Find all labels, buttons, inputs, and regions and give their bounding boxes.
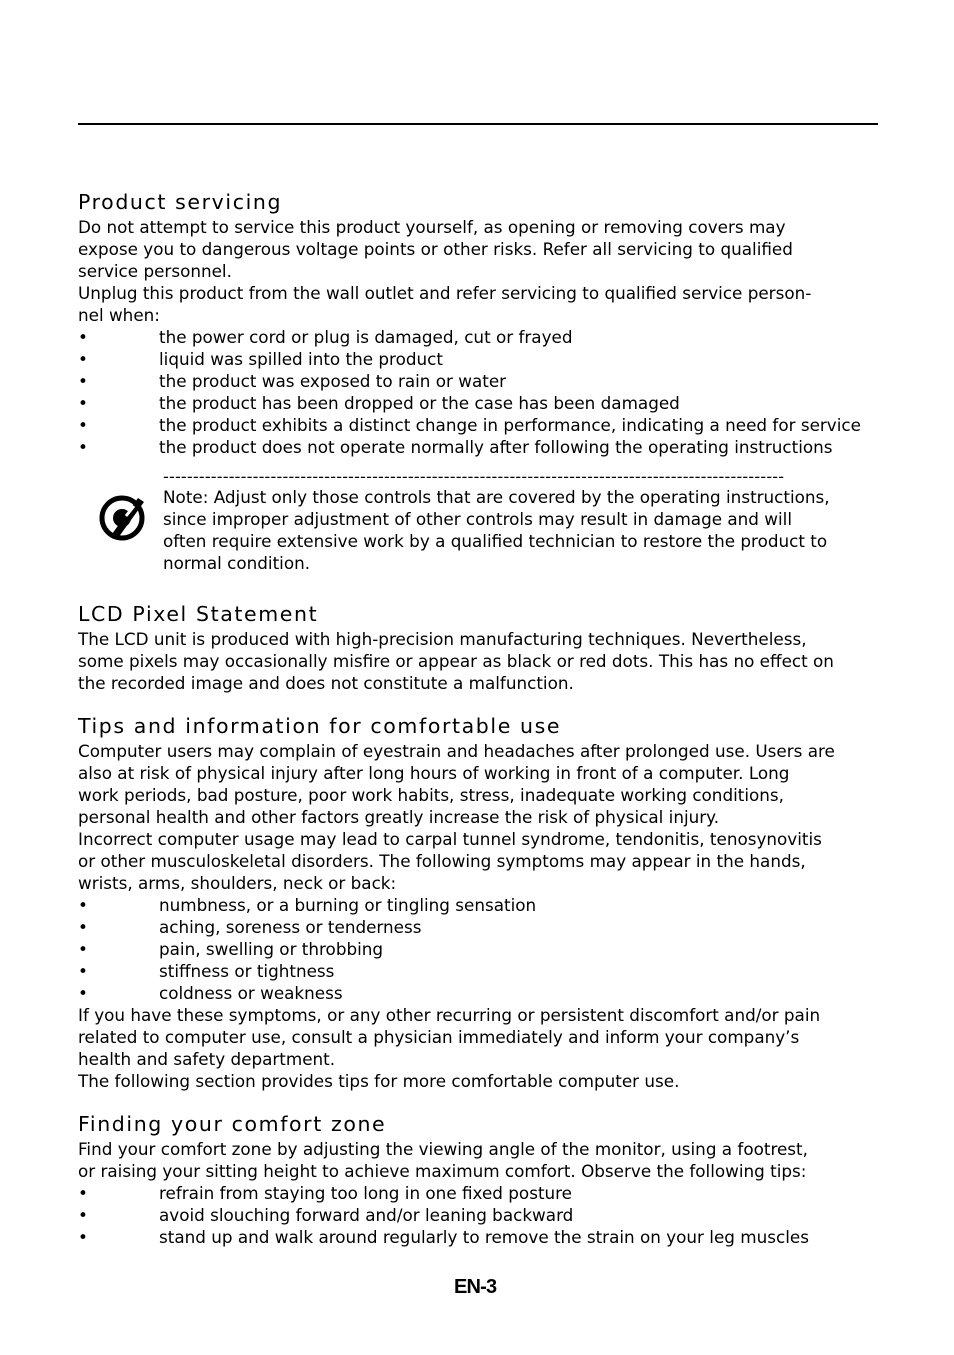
bullet-list-servicing: [78, 326, 878, 458]
note-text: Note: Adjust only those controls that are covered by the operating instructions, since improper adjustment of other controls may result in damage and will often require extensive work by a qualified technician to restore the product to normal condition.: [163, 487, 830, 573]
list-item: [78, 938, 878, 960]
bullet-symbol: •: [78, 415, 88, 435]
bullet-symbol: •: [78, 961, 88, 981]
bullet-symbol: •: [78, 895, 88, 915]
list-item-text: coldness or weakness: [159, 983, 343, 1003]
header-rule: [78, 123, 878, 125]
bullet-symbol: •: [78, 327, 88, 347]
list-item-text: stand up and walk around regularly to remove the strain on your leg muscles: [159, 1227, 809, 1247]
list-item-text: the product exhibits a distinct change in performance, indicating a need for service: [159, 415, 861, 435]
list-item: [78, 982, 878, 1004]
heading-tips: Tips and information for comfortable use: [78, 714, 562, 738]
list-item: [78, 960, 878, 982]
list-item: [78, 392, 878, 414]
paragraph-tips-4: The following section provides tips for more comfortable computer use.: [78, 1071, 680, 1091]
note-separator: --------------------------------------------------------------------------------------------------------: [163, 468, 785, 486]
list-item: [78, 1204, 878, 1226]
list-item-text: the product has been dropped or the case has been damaged: [159, 393, 680, 413]
bullet-symbol: •: [78, 983, 88, 1003]
list-item: [78, 916, 878, 938]
list-item-text: the power cord or plug is damaged, cut or frayed: [159, 327, 573, 347]
heading-lcd-pixel: LCD Pixel Statement: [78, 602, 319, 626]
bullet-symbol: •: [78, 939, 88, 959]
paragraph-comfort-zone: Find your comfort zone by adjusting the viewing angle of the monitor, using a footrest, or raising your sitting height to achieve maximum comfort. Observe the following tips:: [78, 1139, 808, 1181]
note-box: [78, 468, 878, 586]
page-number: EN-3: [454, 1276, 497, 1298]
bullet-symbol: •: [78, 371, 88, 391]
bullet-symbol: •: [78, 1205, 88, 1225]
bullet-symbol: •: [78, 349, 88, 369]
note-pen-icon: [98, 492, 148, 542]
paragraph-tips-1: Computer users may complain of eyestrain and headaches after prolonged use. Users are also at risk of physical injury after long hours of working in front of a computer. Long work periods, bad posture, poor work habits, stress, inadequate working conditions, personal health and other factors greatly increase the risk of physical injury.: [78, 741, 835, 827]
list-item-text: refrain from staying too long in one fixed posture: [159, 1183, 573, 1203]
list-item-text: stiffness or tightness: [159, 961, 335, 981]
list-item-text: the product was exposed to rain or water: [159, 371, 507, 391]
bullet-symbol: •: [78, 1183, 88, 1203]
list-item: [78, 414, 878, 436]
bullet-list-symptoms: [78, 894, 878, 1004]
list-item-text: liquid was spilled into the product: [159, 349, 443, 369]
paragraph-tips-3: If you have these symptoms, or any other recurring or persistent discomfort and/or pain related to computer use, consult a physician immediately and inform your company’s health and safety department.: [78, 1005, 821, 1069]
list-item-text: aching, soreness or tenderness: [159, 917, 422, 937]
paragraph-tips-2: Incorrect computer usage may lead to carpal tunnel syndrome, tendonitis, tenosynovitis or other musculoskeletal disorders. The following symptoms may appear in the hands, wrists, arms, shoulders, neck or back:: [78, 829, 822, 893]
list-item: [78, 370, 878, 392]
list-item: [78, 348, 878, 370]
list-item-text: avoid slouching forward and/or leaning backward: [159, 1205, 574, 1225]
heading-product-servicing: Product servicing: [78, 190, 283, 214]
bullet-list-comfort: [78, 1182, 878, 1248]
list-item: [78, 326, 878, 348]
list-item: [78, 1226, 878, 1248]
list-item-text: numbness, or a burning or tingling sensation: [159, 895, 537, 915]
heading-comfort-zone: Finding your comfort zone: [78, 1112, 387, 1136]
bullet-symbol: •: [78, 393, 88, 413]
paragraph-servicing-2: Unplug this product from the wall outlet and refer servicing to qualified service person- nel when:: [78, 283, 812, 325]
list-item: [78, 1182, 878, 1204]
paragraph-servicing-1: Do not attempt to service this product yourself, as opening or removing covers may expose you to dangerous voltage points or other risks. Refer all servicing to qualified service personnel.: [78, 217, 793, 281]
list-item-text: pain, swelling or throbbing: [159, 939, 384, 959]
list-item: [78, 436, 878, 458]
list-item-text: the product does not operate normally after following the operating instructions: [159, 437, 833, 457]
list-item: [78, 894, 878, 916]
paragraph-lcd-pixel: The LCD unit is produced with high-precision manufacturing techniques. Nevertheless, some pixels may occasionally misfire or appear as black or red dots. This has no effect on the recorded image and does not constitute a malfunction.: [78, 629, 834, 693]
bullet-symbol: •: [78, 437, 88, 457]
bullet-symbol: •: [78, 1227, 88, 1247]
bullet-symbol: •: [78, 917, 88, 937]
page-content: [78, 188, 878, 1248]
